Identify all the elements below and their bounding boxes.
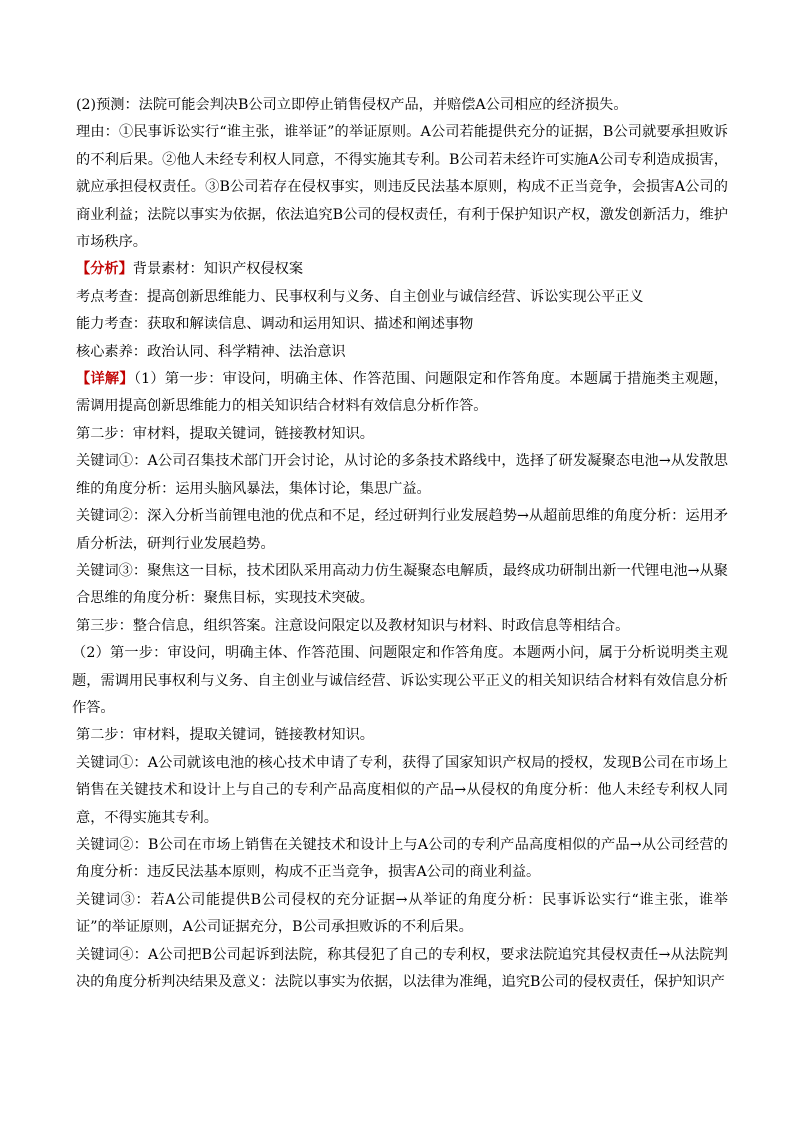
part-2-keyword-4-text: 关键词④：A公司把B公司起诉到法院，称其侵犯了自己的专利权，要求法院追究其侵权责任→从法院判决的角度分析判决结果及意义：法院以事实为依据，以法律为准绳，追究B公司的侵权责任，保护知识产 xyxy=(76,946,728,990)
part-2-keyword-3-paragraph xyxy=(76,887,728,942)
detail-tag: 【详解】 xyxy=(76,371,134,388)
keyword-1-paragraph xyxy=(76,448,728,503)
step-two-text: 第二步：审材料，提取关键词，链接教材知识。 xyxy=(76,425,374,442)
part-2-keyword-4-paragraph xyxy=(76,942,728,997)
part-2-keyword-1-paragraph xyxy=(76,750,728,832)
exam-points-paragraph xyxy=(76,284,728,311)
reason-text: 理由：①民事诉讼实行“谁主张，谁举证”的举证原则。A公司若能提供充分的证据，B公司就要承担败诉的不利后果。②他人未经专利权人同意，不得实施其专利。B公司若未经许可实施A公司专利造成损害，就应承担侵权责任。③B公司若存在侵权事实，则违反民法基本原则，构成不正当竞争，会损害A公司的商业利益；法院以事实为依据，依法追究B公司的侵权责任，有利于保护知识产权，激发创新活力，维护市场秩序。 xyxy=(76,124,728,251)
ability-paragraph xyxy=(76,311,728,338)
reason-paragraph xyxy=(76,119,728,256)
part-2-keyword-2-paragraph xyxy=(76,832,728,887)
analysis-paragraph xyxy=(76,256,728,283)
analysis-text: 背景素材：知识产权侵权案 xyxy=(132,261,304,278)
keyword-3-text: 关键词③：聚焦这一目标，技术团队采用高动力仿生凝聚态电解质，最终成功研制出新一代锂电池→从聚合思维的角度分析：聚焦目标，实现技术突破。 xyxy=(76,562,728,607)
core-literacy-paragraph xyxy=(76,339,728,366)
core-literacy-text: 核心素养：政治认同、科学精神、法治意识 xyxy=(76,343,346,360)
keyword-2-text: 关键词②：深入分析当前锂电池的优点和不足，经过研判行业发展趋势→从超前思维的角度分析：运用矛盾分析法，研判行业发展趋势。 xyxy=(76,508,728,552)
step-three-text: 第三步：整合信息，组织答案。注意设问限定以及教材知识与材料、时政信息等相结合。 xyxy=(76,617,630,634)
exam-points-text: 考点考查：提高创新思维能力、民事权利与义务、自主创业与诚信经营、诉讼实现公平正义 xyxy=(76,288,644,305)
analysis-tag: 【分析】 xyxy=(76,261,133,278)
step-three-paragraph xyxy=(76,613,728,640)
part-2-step-one-paragraph xyxy=(72,640,728,722)
part-2-step-two-text: 第二步：审材料，提取关键词，链接教材知识。 xyxy=(76,727,374,744)
step-two-paragraph xyxy=(76,421,728,448)
keyword-1-text: 关键词①：A公司召集技术部门开会讨论，从讨论的多条技术路线中，选择了研发凝聚态电池→从发散思维的角度分析：运用头脑风暴法，集体讨论，集思广益。 xyxy=(76,453,728,497)
prediction-text: (2)预测：法院可能会判决B公司立即停止销售侵权产品，并赔偿A公司相应的经济损失。 xyxy=(76,97,628,113)
part-2-keyword-1-text: 关键词①：A公司就该电池的核心技术申请了专利，获得了国家知识产权局的授权，发现B公司在市场上销售在关键技术和设计上与自己的专利产品高度相似的产品→从侵权的角度分析：他人未经专利权人同意，不得实施其专利。 xyxy=(76,754,728,826)
keyword-3-paragraph xyxy=(76,558,728,613)
document-page xyxy=(72,92,728,996)
detail-paragraph xyxy=(76,366,728,421)
part-2-keyword-2-text: 关键词②：B公司在市场上销售在关键技术和设计上与A公司的专利产品高度相似的产品→从公司经营的角度分析：违反民法基本原则，构成不正当竞争，损害A公司的商业利益。 xyxy=(76,836,728,881)
part-2-step-one-text: （2）第一步：审设问，明确主体、作答范围、问题限定和作答角度。本题两小问，属于分析说明类主观题，需调用民事权利与义务、自主创业与诚信经营、诉讼实现公平正义的相关知识结合材料有效信息分析作答。 xyxy=(72,645,728,716)
keyword-2-paragraph xyxy=(76,503,728,558)
part-2-step-two-paragraph xyxy=(76,722,728,749)
part-2-keyword-3-text: 关键词③：若A公司能提供B公司侵权的充分证据→从举证的角度分析：民事诉讼实行“谁主张，谁举证”的举证原则，A公司证据充分，B公司承担败诉的不利后果。 xyxy=(76,891,728,936)
prediction-paragraph xyxy=(76,92,728,119)
ability-text: 能力考查：获取和解读信息、调动和运用知识、描述和阐述事物 xyxy=(76,316,474,333)
detail-text: （1）第一步：审设问，明确主体、作答范围、问题限定和作答角度。本题属于措施类主观题，需调用提高创新思维能力的相关知识结合材料有效信息分析作答。 xyxy=(76,371,728,415)
